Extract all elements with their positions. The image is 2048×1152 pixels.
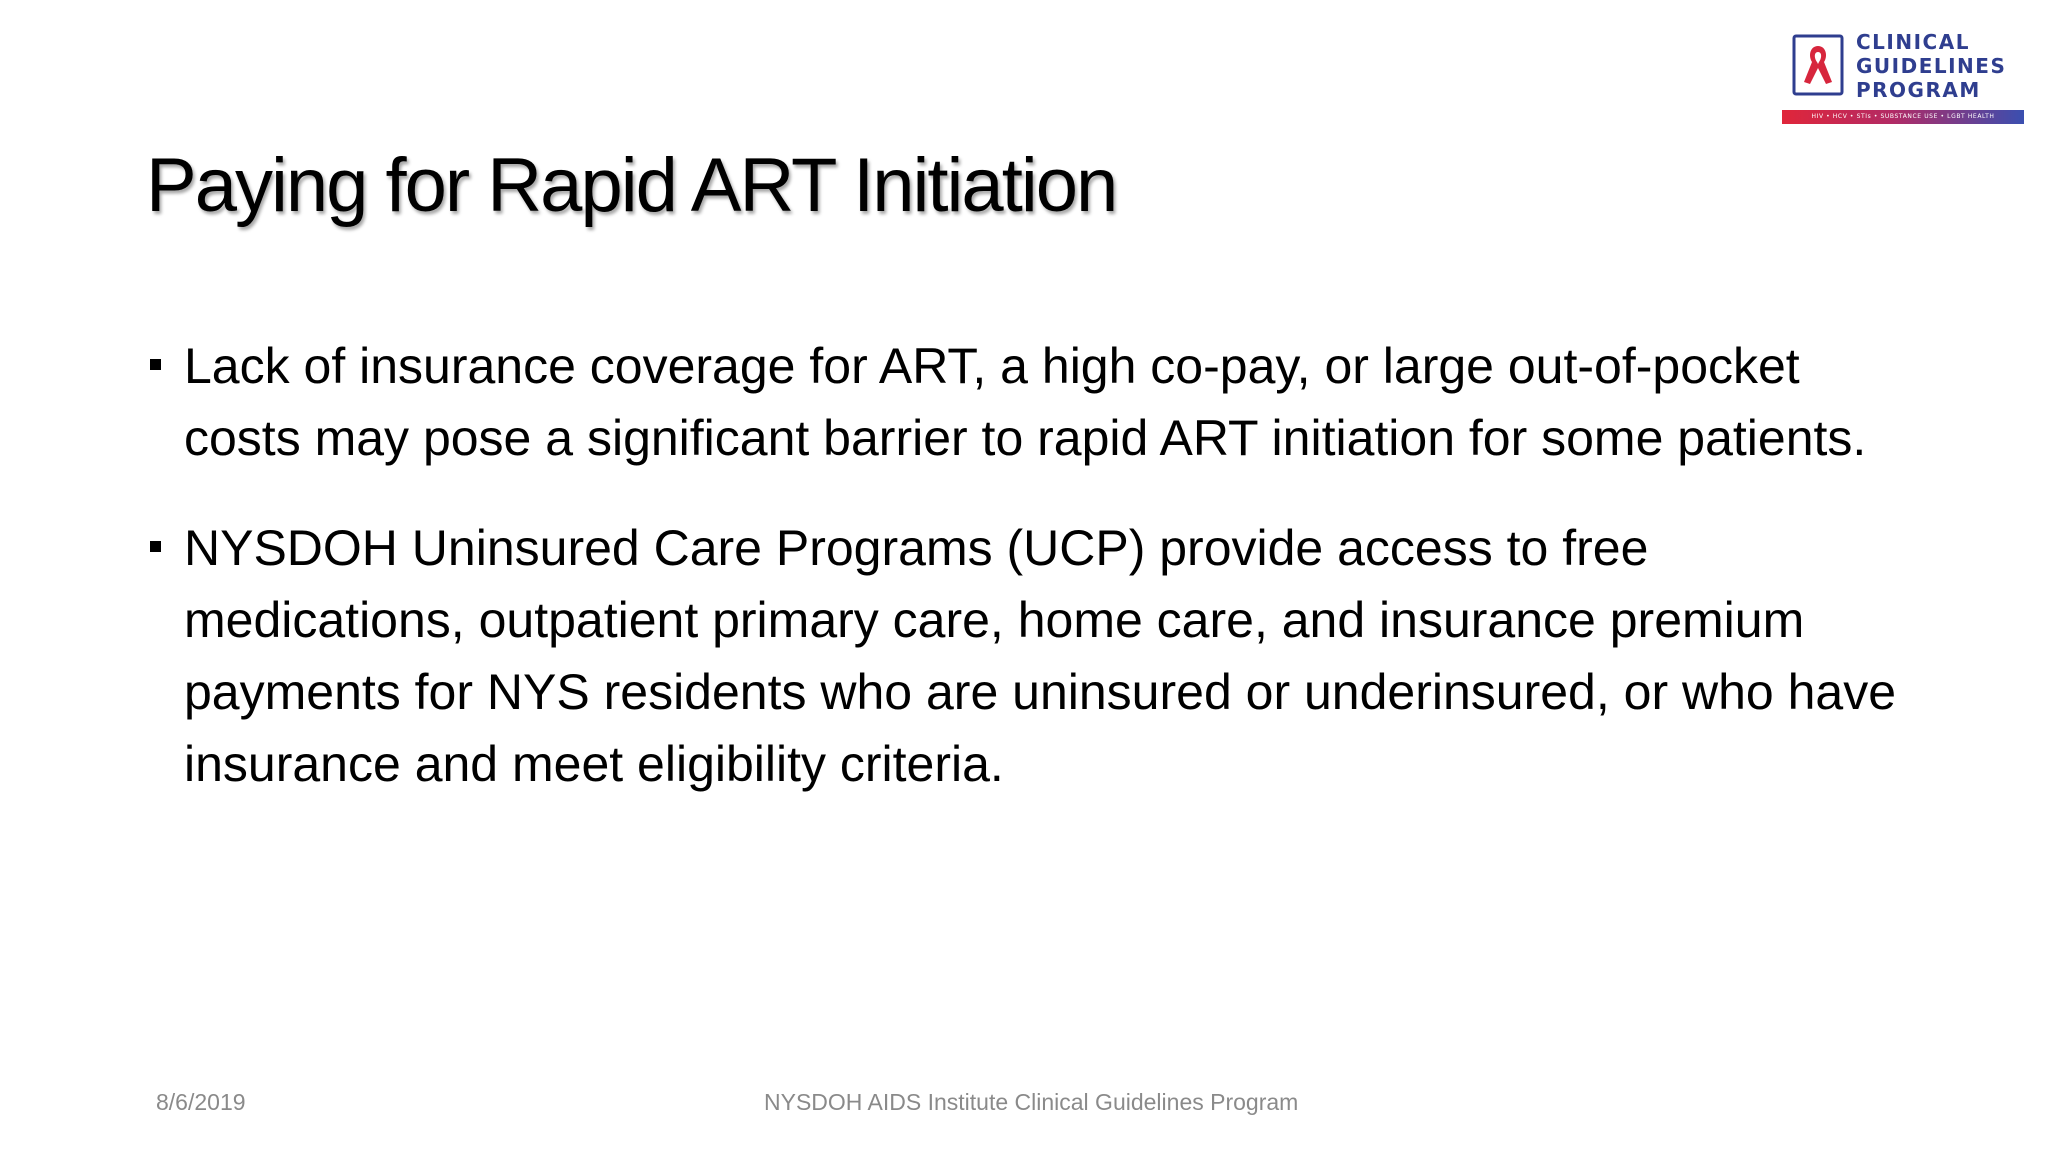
- bullet-item: [146, 330, 1906, 474]
- bullet-list: [146, 330, 1906, 800]
- bullet-square-icon: [150, 359, 161, 370]
- bullet-square-icon: [150, 541, 161, 552]
- clinical-guidelines-logo: [1782, 30, 2024, 126]
- logo-line-2: GUIDELINES: [1856, 54, 2007, 78]
- red-ribbon-icon: [1792, 34, 1844, 96]
- logo-line-1: CLINICAL: [1856, 30, 1970, 54]
- bullet-text: NYSDOH Uninsured Care Programs (UCP) provide access to free medications, outpatient primary care, home care, and insurance premium payments for NYS residents who are uninsured or underinsured, or who have insurance and meet eligibility criteria.: [184, 520, 1897, 792]
- bullet-text: Lack of insurance coverage for ART, a high co-pay, or large out-of-pocket costs may pose a significant barrier to rapid ART initiation for some patients.: [184, 338, 1867, 466]
- footer-program-name: NYSDOH AIDS Institute Clinical Guidelines Program: [764, 1089, 1299, 1115]
- logo-wordmark: [1856, 30, 2024, 102]
- footer-date: 8/6/2019: [156, 1089, 246, 1115]
- slide-title: Paying for Rapid ART Initiation: [146, 143, 1117, 228]
- bullet-item: [146, 512, 1906, 800]
- logo-tagline-strip: HIV • HCV • STIs • SUBSTANCE USE • LGBT HEALTH: [1782, 110, 2024, 124]
- logo-line-3: PROGRAM: [1856, 78, 1981, 102]
